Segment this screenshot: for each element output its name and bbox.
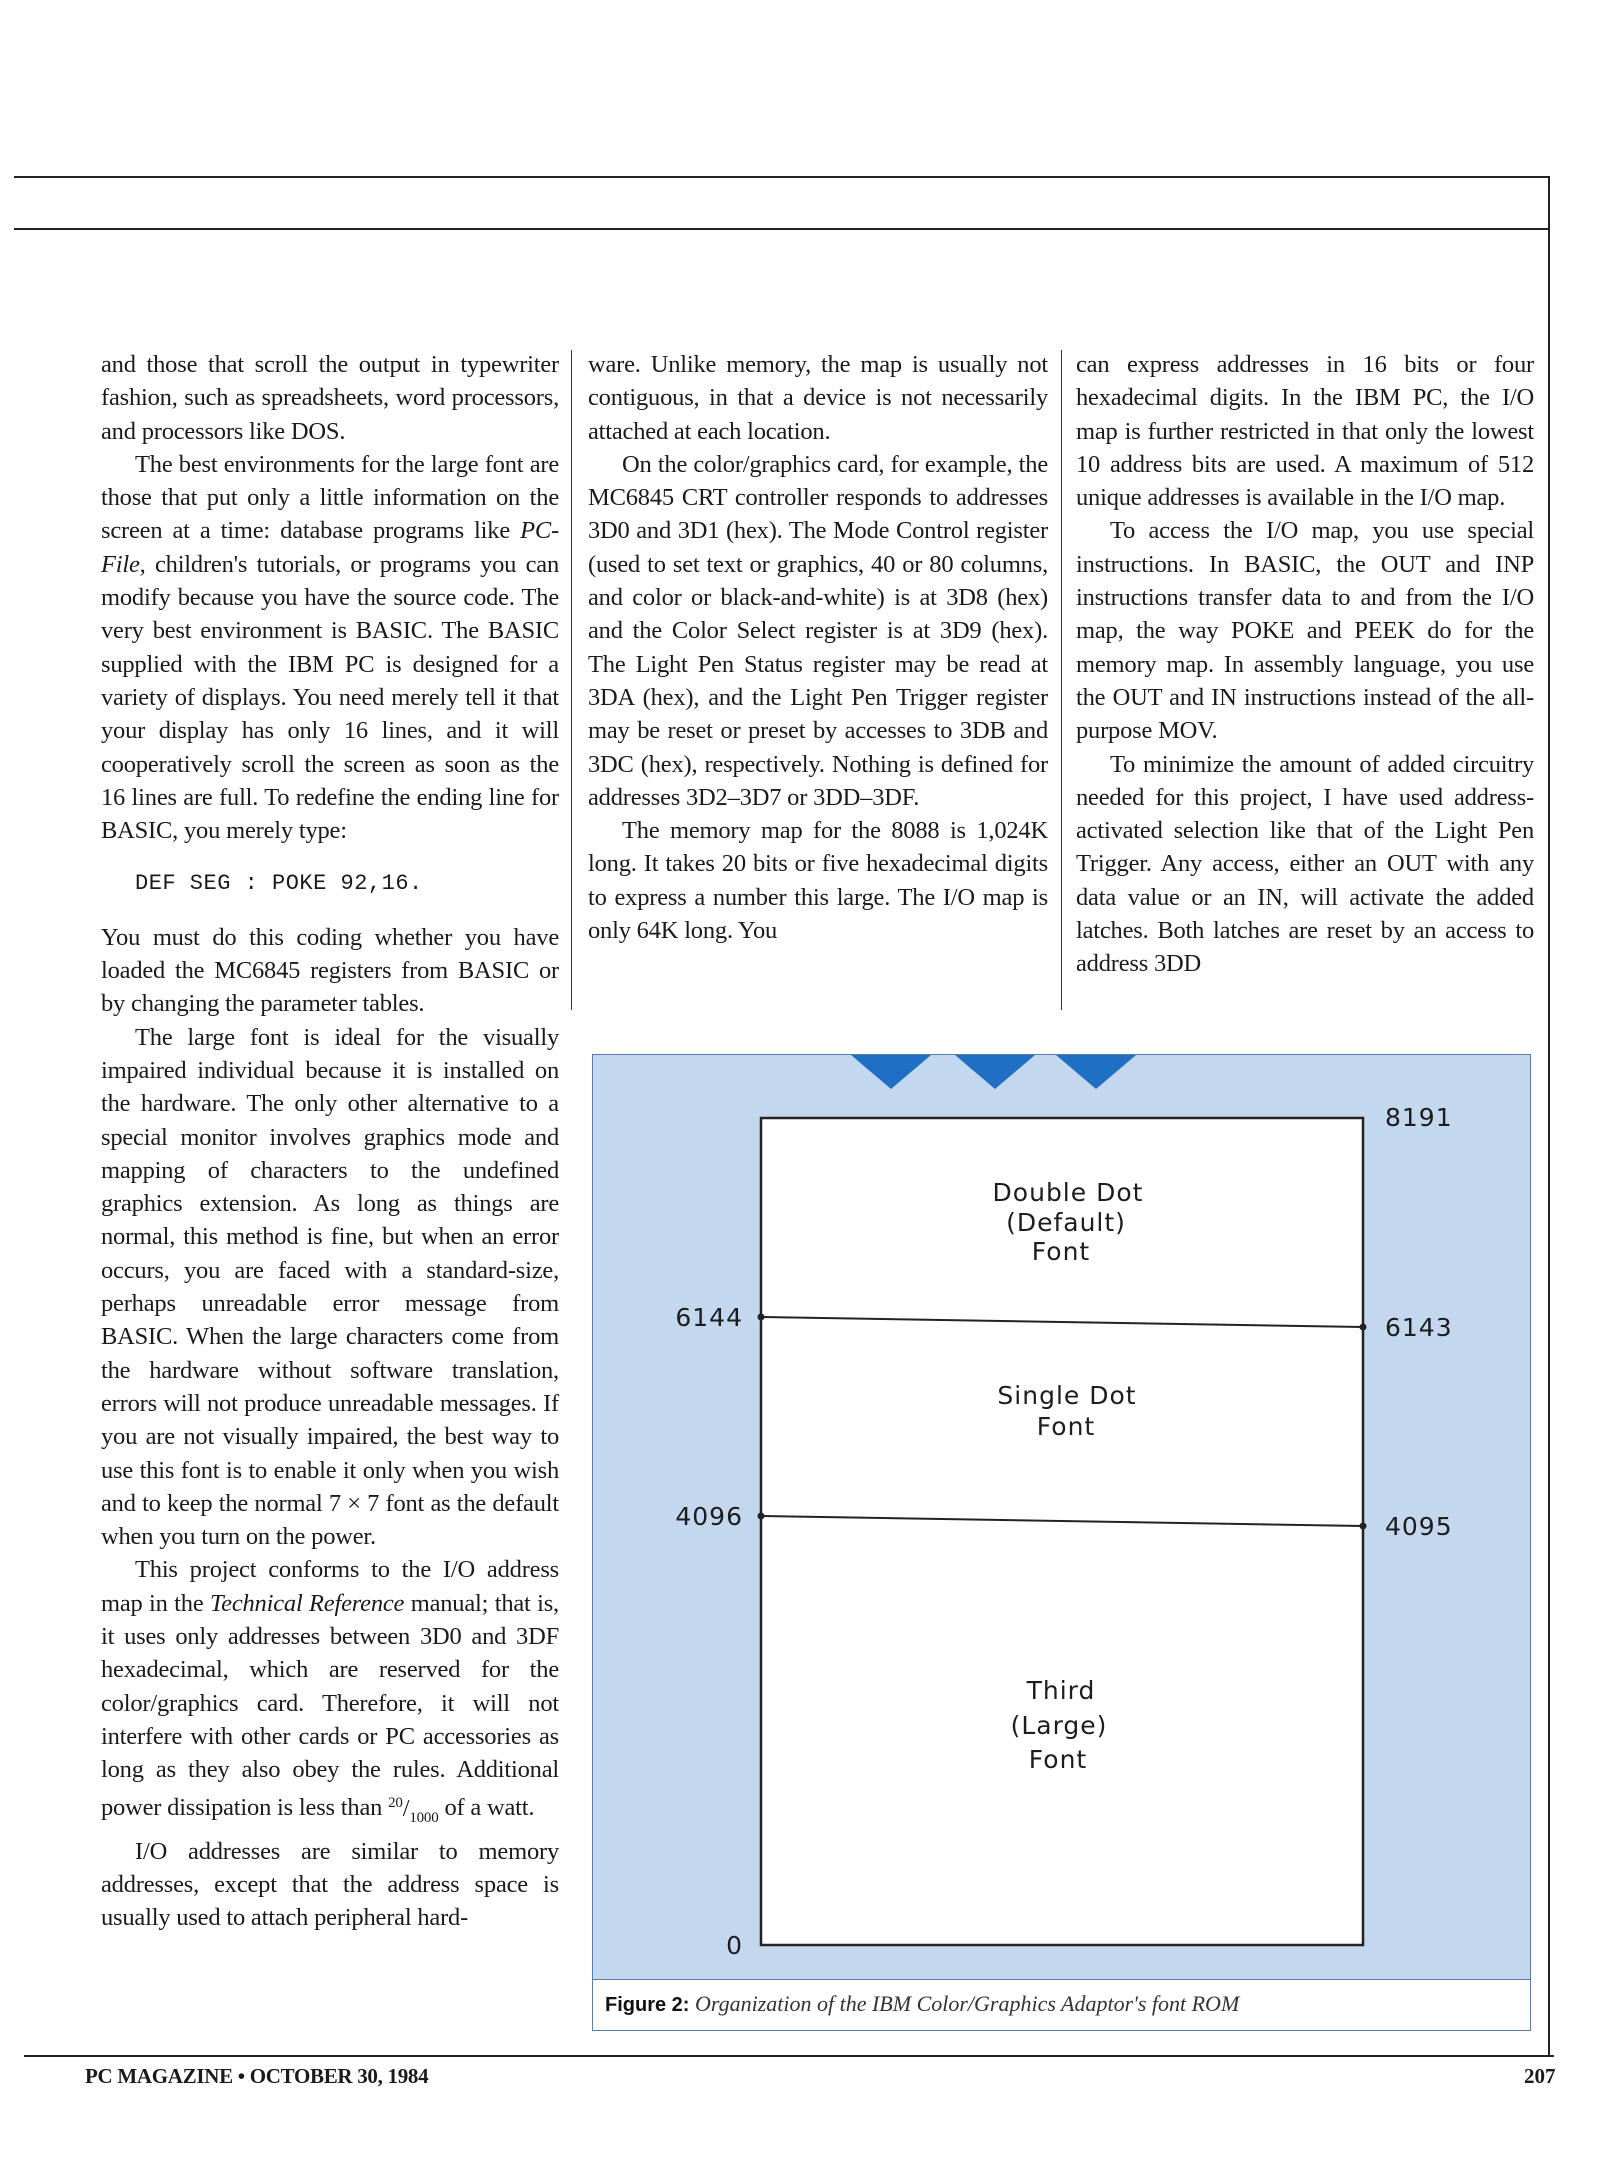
- column-divider: [571, 350, 572, 1010]
- boundary-dot: [758, 1314, 765, 1321]
- page-number: 207: [1524, 2064, 1556, 2088]
- region-label: Third: [1026, 1676, 1096, 1705]
- region-label: Font: [1036, 1412, 1096, 1441]
- paragraph: The best environments for the large font are those that put only a little information on the screen at a time: database programs like PC-File, children's tutorials, or programs you can modify because you have the source code. The very best environment is BASIC. The BASIC supplied with the IBM PC is designed for a variety of displays. You need merely tell it that your display has only 16 lines, and it will cooperatively scroll the screen as soon as the 16 lines are full. To redefine the ending line for BASIC, you merely type:: [101, 450, 559, 845]
- boundary-dot: [758, 1513, 765, 1520]
- address-label-right: 4095: [1385, 1512, 1453, 1541]
- address-label-left: 6144: [675, 1303, 743, 1332]
- marker-triangle-icon: [1056, 1055, 1136, 1089]
- boundary-dot: [1360, 1523, 1367, 1530]
- manual-title: Technical Reference: [209, 1589, 405, 1617]
- region-label: Font: [1031, 1237, 1091, 1266]
- region-label: Font: [1028, 1745, 1088, 1774]
- marker-triangle-icon: [955, 1055, 1035, 1089]
- footer-rule: [24, 2055, 1554, 2057]
- article-column-3: [1076, 348, 1534, 981]
- region-label: (Large): [1010, 1711, 1108, 1740]
- paragraph: You must do this coding whether you have loaded the MC6845 registers from BASIC or by changing the parameter tables.: [101, 923, 559, 1018]
- address-label-left: 0: [726, 1931, 743, 1960]
- paragraph: The memory map for the 8088 is 1,024K long. It takes 20 bits or five hexadecimal digits to express a number this large. The I/O map is only 64K long. You: [588, 817, 1048, 945]
- code-snippet: DEF SEG : POKE 92,16.: [135, 871, 423, 897]
- figure-caption: [593, 1979, 1530, 2030]
- marker-triangle-icon: [851, 1055, 931, 1089]
- fraction: $^{20}/_{1000}$: [388, 1794, 439, 1826]
- boundary-dot: [1360, 1324, 1367, 1331]
- article-column-2: [588, 348, 1048, 947]
- font-rom-diagram: [593, 1055, 1532, 1979]
- paragraph: and those that scroll the output in typewriter fashion, such as spreadsheets, word processors, and processors like DOS.: [101, 351, 559, 445]
- figure-font-rom-diagram: [592, 1054, 1531, 2031]
- right-border-rule: [1548, 176, 1550, 2056]
- column-divider: [1061, 350, 1062, 1010]
- article-column-1: [101, 348, 559, 1935]
- header-rule: [14, 176, 1550, 178]
- region-label: Double Dot: [992, 1178, 1144, 1207]
- header-rule-lower: [14, 228, 1550, 230]
- address-label-right: 6143: [1385, 1313, 1453, 1342]
- paragraph: On the color/graphics card, for example, the MC6845 CRT controller responds to addresses 3D0 and 3D1 (hex). The Mode Control register (used to set text or graphics, 40 or 80 columns, and color or black-and-white) is at 3D8 (hex) and the Color Select register is at 3D9 (hex). The Light Pen Status register may be read at 3DA (hex), and the Light Pen Trigger register may be reset or preset by accesses to 3DB and 3DC (hex), respectively. Nothing is defined for addresses 3D2–3D7 or 3DD–3DF.: [588, 450, 1048, 811]
- address-label-right: 8191: [1385, 1103, 1453, 1132]
- paragraph: can express addresses in 16 bits or four hexadecimal digits. In the IBM PC, the I/O map is further restricted in that only the lowest 10 address bits are used. A maximum of 512 unique addresses is available in the I/O map.: [1076, 351, 1534, 512]
- paragraph: This project conforms to the I/O address map in the Technical Reference manual; that is, it uses only addresses between 3D0 and 3DF hexadecimal, which are reserved for the color/graphics card. Therefore, it will not interfere with other cards or PC accessories as long as they also obey the rules. Additional power dissipation is less than $^{20}/_{1000}$ of a watt.: [101, 1556, 559, 1826]
- address-label-left: 4096: [675, 1502, 743, 1531]
- program-name: PC-File,: [101, 517, 559, 578]
- paragraph: To access the I/O map, you use special instructions. In BASIC, the OUT and INP instructions transfer data to and from the I/O map, the way POKE and PEEK do for the memory map. In assembly language, you use the OUT and IN instructions instead of the all-purpose MOV.: [1076, 517, 1534, 745]
- paragraph: To minimize the amount of added circuitry needed for this project, I have used address-activated selection like that of the Light Pen Trigger. Any access, either an OUT with any data value or an IN, will activate the added latches. Both latches are reset by an access to address 3DD: [1076, 750, 1534, 978]
- paragraph: I/O addresses are similar to memory addresses, except that the address space is usually used to attach peripheral hard-: [101, 1837, 559, 1932]
- paragraph: The large font is ideal for the visually impaired individual because it is installed on the hardware. The only other alternative to a special monitor involves graphics mode and mapping of characters to the undefined graphics extension. As long as things are normal, this method is fine, but when an error occurs, you are faced with a standard-size, perhaps unreadable error message from BASIC. When the large characters come from the hardware without software translation, errors will not produce unreadable messages. If you are not visually impaired, the best way to use this font is to enable it only when you wish and to keep the normal 7 × 7 font as the default when you turn on the power.: [101, 1023, 559, 1551]
- figure-caption-label: Figure 2:: [605, 1994, 690, 2016]
- region-label: (Default): [1006, 1208, 1126, 1237]
- region-label: Single Dot: [997, 1381, 1137, 1410]
- magazine-footer: PC MAGAZINE • OCTOBER 30, 1984: [85, 2064, 429, 2088]
- figure-caption-text: Organization of the IBM Color/Graphics Adaptor's font ROM: [694, 1991, 1240, 2016]
- paragraph: ware. Unlike memory, the map is usually not contiguous, in that a device is not necessarily attached at each location.: [588, 351, 1048, 445]
